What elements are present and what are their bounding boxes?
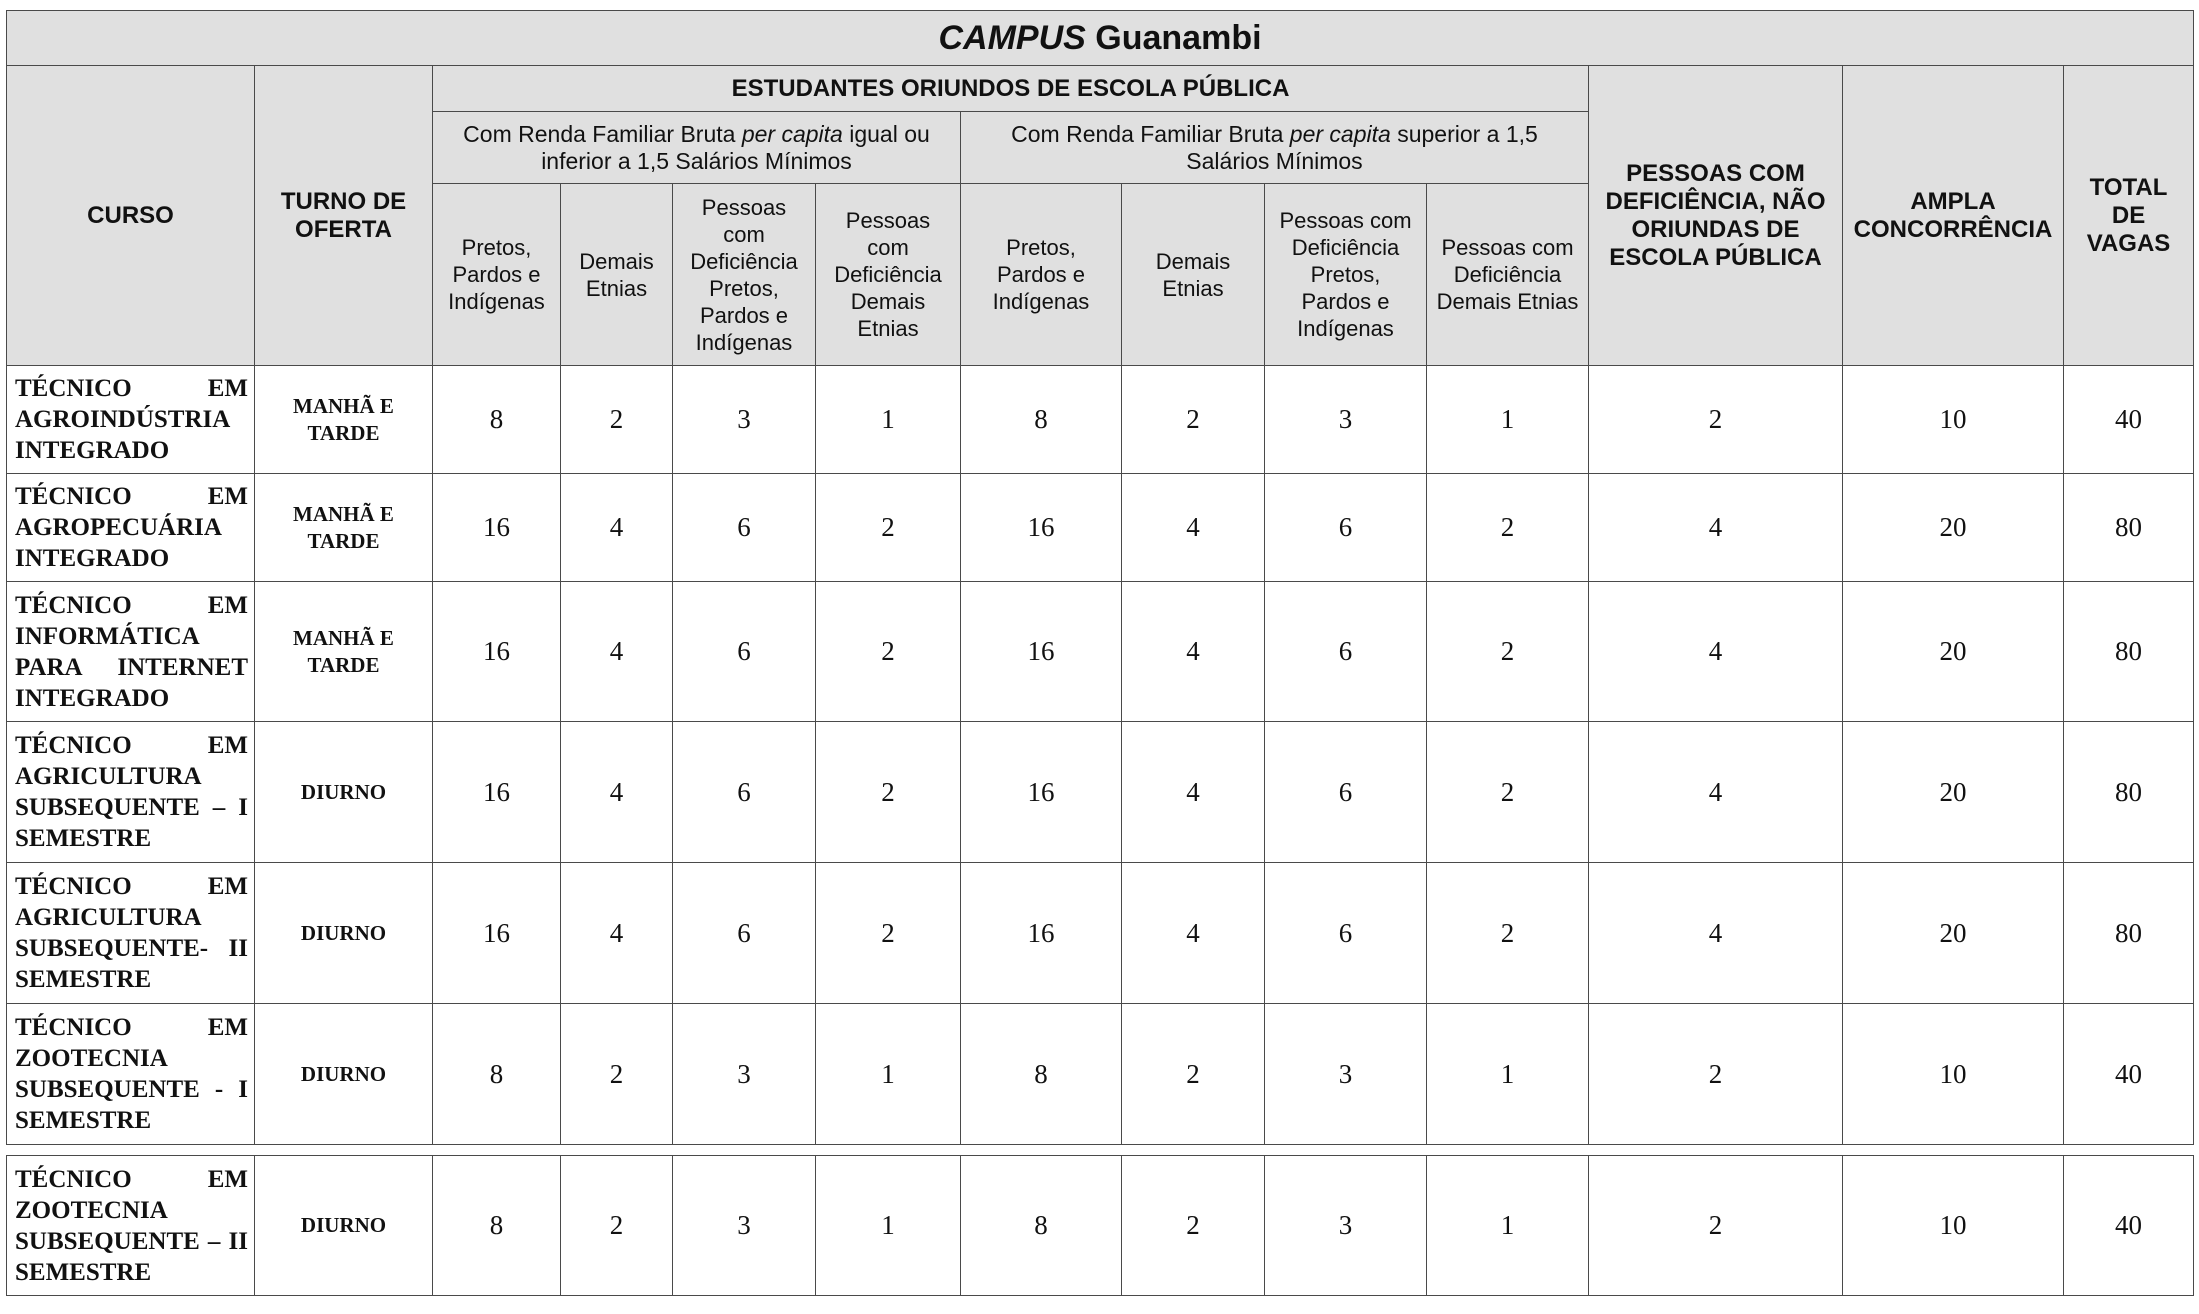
header-sub-pcd-demais-2: Pessoas com Deficiência Demais Etnias (1427, 184, 1589, 366)
cell-value: 2 (561, 1156, 673, 1296)
cell-value: 16 (961, 582, 1122, 722)
cell-value: 1 (1427, 1004, 1589, 1145)
cell-total: 80 (2064, 863, 2194, 1004)
cell-value: 1 (816, 366, 961, 474)
cell-value: 4 (1122, 474, 1265, 582)
table-row (7, 1156, 2194, 1296)
course-name: TÉCNICO EM AGROINDÚSTRIA INTEGRADO (7, 366, 255, 474)
cell-value: 6 (1265, 474, 1427, 582)
cell-value: 8 (433, 366, 561, 474)
header-escola-publica: ESTUDANTES ORIUNDOS DE ESCOLA PÚBLICA (433, 66, 1589, 112)
header-sub-ppi-1: Pretos, Pardos e Indígenas (433, 184, 561, 366)
cell-value: 2 (1589, 366, 1843, 474)
cell-value: 6 (1265, 582, 1427, 722)
title-row (7, 11, 2194, 66)
cell-value: 3 (673, 1004, 816, 1145)
table-row (7, 582, 2194, 722)
cell-value: 4 (561, 474, 673, 582)
table-row (7, 722, 2194, 863)
cell-value: 2 (816, 863, 961, 1004)
course-shift: DIURNO (255, 722, 433, 863)
table-row (7, 1004, 2194, 1145)
header-sub-pcd-demais-1: Pessoas com Deficiência Demais Etnias (816, 184, 961, 366)
cell-value: 2 (816, 722, 961, 863)
cell-value: 2 (1427, 582, 1589, 722)
cell-value: 8 (433, 1004, 561, 1145)
cell-value: 3 (1265, 366, 1427, 474)
page-break-gap (7, 1145, 2194, 1156)
cell-value: 10 (1843, 366, 2064, 474)
cell-total: 40 (2064, 366, 2194, 474)
cell-total: 80 (2064, 474, 2194, 582)
cell-value: 2 (1427, 863, 1589, 1004)
header-turno: TURNO DE OFERTA (255, 66, 433, 366)
cell-value: 10 (1843, 1004, 2064, 1145)
cell-value: 4 (1589, 863, 1843, 1004)
cell-value: 6 (673, 474, 816, 582)
cell-value: 4 (561, 582, 673, 722)
cell-value: 4 (1122, 722, 1265, 863)
cell-total: 80 (2064, 582, 2194, 722)
header-sub-demais-1: Demais Etnias (561, 184, 673, 366)
cell-value: 2 (561, 1004, 673, 1145)
cell-value: 4 (1589, 722, 1843, 863)
header-renda-alta: Com Renda Familiar Bruta per capita superior a 1,5 Salários Mínimos (961, 112, 1589, 184)
cell-value: 16 (433, 474, 561, 582)
cell-value: 8 (961, 1004, 1122, 1145)
campus-label: CAMPUS (938, 18, 1086, 57)
table-row (7, 863, 2194, 1004)
cell-value: 6 (1265, 863, 1427, 1004)
cell-value: 2 (1122, 1004, 1265, 1145)
cell-value: 2 (816, 582, 961, 722)
course-name: TÉCNICO EM ZOOTECNIA SUBSEQUENTE – II SEMESTRE (7, 1156, 255, 1296)
vacancy-table-container (6, 10, 2193, 1296)
cell-value: 3 (673, 366, 816, 474)
table-row (7, 474, 2194, 582)
table-row (7, 366, 2194, 474)
course-name: TÉCNICO EM INFORMÁTICA PARA INTERNET INTEGRADO (7, 582, 255, 722)
vacancy-table (6, 10, 2194, 1296)
cell-value: 6 (673, 722, 816, 863)
cell-value: 1 (1427, 366, 1589, 474)
cell-value: 1 (1427, 1156, 1589, 1296)
cell-value: 2 (1122, 1156, 1265, 1296)
cell-value: 10 (1843, 1156, 2064, 1296)
cell-value: 16 (961, 863, 1122, 1004)
cell-total: 40 (2064, 1156, 2194, 1296)
course-shift: DIURNO (255, 863, 433, 1004)
cell-value: 8 (961, 1156, 1122, 1296)
cell-value: 2 (1589, 1004, 1843, 1145)
course-name: TÉCNICO EM ZOOTECNIA SUBSEQUENTE - I SEMESTRE (7, 1004, 255, 1145)
header-sub-ppi-2: Pretos, Pardos e Indígenas (961, 184, 1122, 366)
course-shift: MANHÃ E TARDE (255, 582, 433, 722)
cell-value: 20 (1843, 474, 2064, 582)
cell-value: 2 (1589, 1156, 1843, 1296)
course-shift: MANHÃ E TARDE (255, 474, 433, 582)
header-total: TOTAL DE VAGAS (2064, 66, 2194, 366)
cell-value: 4 (561, 722, 673, 863)
cell-value: 16 (433, 722, 561, 863)
course-shift: DIURNO (255, 1004, 433, 1145)
cell-value: 3 (1265, 1156, 1427, 1296)
header-renda-baixa: Com Renda Familiar Bruta per capita igual ou inferior a 1,5 Salários Mínimos (433, 112, 961, 184)
course-name: TÉCNICO EM AGROPECUÁRIA INTEGRADO (7, 474, 255, 582)
cell-value: 20 (1843, 863, 2064, 1004)
header-pcd: PESSOAS COM DEFICIÊNCIA, NÃO ORIUNDAS DE ESCOLA PÚBLICA (1589, 66, 1843, 366)
header-curso: CURSO (7, 66, 255, 366)
cell-value: 16 (961, 722, 1122, 863)
course-name: TÉCNICO EM AGRICULTURA SUBSEQUENTE- II SEMESTRE (7, 863, 255, 1004)
cell-total: 40 (2064, 1004, 2194, 1145)
cell-value: 4 (1589, 474, 1843, 582)
cell-value: 2 (561, 366, 673, 474)
cell-value: 4 (1122, 863, 1265, 1004)
cell-value: 4 (561, 863, 673, 1004)
cell-value: 1 (816, 1004, 961, 1145)
cell-value: 6 (673, 863, 816, 1004)
cell-value: 16 (433, 863, 561, 1004)
cell-value: 2 (1427, 474, 1589, 582)
cell-value: 2 (1122, 366, 1265, 474)
cell-value: 3 (1265, 1004, 1427, 1145)
campus-title (7, 11, 2194, 66)
header-row-1 (7, 66, 2194, 112)
cell-total: 80 (2064, 722, 2194, 863)
header-sub-pcd-ppi-1: Pessoas com Deficiência Pretos, Pardos e Indígenas (673, 184, 816, 366)
cell-value: 16 (433, 582, 561, 722)
header-sub-demais-2: Demais Etnias (1122, 184, 1265, 366)
course-shift: DIURNO (255, 1156, 433, 1296)
cell-value: 4 (1122, 582, 1265, 722)
cell-value: 20 (1843, 722, 2064, 863)
cell-value: 16 (961, 474, 1122, 582)
cell-value: 3 (673, 1156, 816, 1296)
cell-value: 8 (433, 1156, 561, 1296)
cell-value: 2 (1427, 722, 1589, 863)
cell-value: 20 (1843, 582, 2064, 722)
header-ampla: AMPLA CONCORRÊNCIA (1843, 66, 2064, 366)
cell-value: 8 (961, 366, 1122, 474)
header-sub-pcd-ppi-2: Pessoas com Deficiência Pretos, Pardos e Indígenas (1265, 184, 1427, 366)
cell-value: 6 (1265, 722, 1427, 863)
cell-value: 2 (816, 474, 961, 582)
cell-value: 4 (1589, 582, 1843, 722)
course-shift: MANHÃ E TARDE (255, 366, 433, 474)
course-name: TÉCNICO EM AGRICULTURA SUBSEQUENTE – I SEMESTRE (7, 722, 255, 863)
cell-value: 6 (673, 582, 816, 722)
campus-name: Guanambi (1085, 18, 1262, 57)
cell-value: 1 (816, 1156, 961, 1296)
